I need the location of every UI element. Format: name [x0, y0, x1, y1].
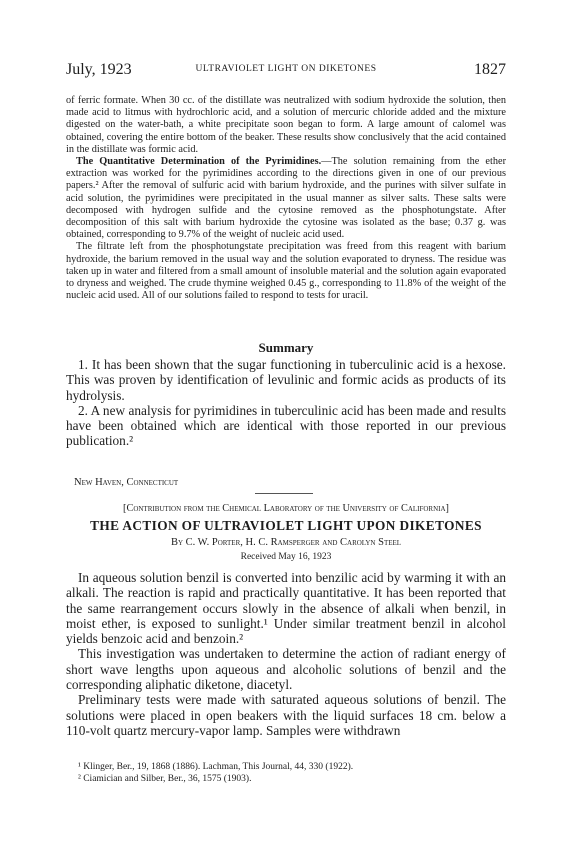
- page-number: 1827: [474, 61, 506, 78]
- continued-text: [66, 95, 506, 302]
- article-paragraph-1: In aqueous solution benzil is converted into benzilic acid by warming it with an alkali. The reaction is rapid and practically quantitative. It has been reported that the same rearrangement occurs slowly in the absence of alkali when benzil, in moist ether, is exposed to sunlight.¹ Under similar treatment benzil in alcohol yields benzoic acid and benzoin.²: [66, 570, 506, 647]
- received-date: Received May 16, 1923: [240, 552, 332, 562]
- section-heading-pyrimidines: The Quantitative Determination of the Pyrimidines.: [76, 156, 322, 168]
- article-paragraph-2: This investigation was undertaken to determine the action of radiant energy of short wave lengths upon aqueous and alcoholic solutions of benzil and the corresponding aliphatic diketone, diacetyl.: [66, 646, 506, 693]
- article-paragraph-3: Preliminary tests were made with saturated aqueous solutions of benzil. The solutions were placed in open beakers with the liquid surfaces 18 cm. below a 110-volt quartz mercury-vapor lamp. Samples were withdrawn: [66, 692, 506, 738]
- running-title: ULTRAVIOLET LIGHT ON DIKETONES: [195, 64, 377, 74]
- contribution-line: [Contribution from the Chemical Laboratory of the University of California]: [123, 503, 449, 514]
- paragraph-filtrate: The filtrate left from the phosphotungstate precipitation was freed from this reagent with barium hydroxide, the barium removed in the usual way and the solution evaporated to dryness. The residue was taken up in water and filtered from a small amount of insoluble material and the solution again evaporated to dryness and weighed. The crude thymine weighed 0.45 g., corresponding to 11.8% of the weight of the nucleic acid used. All of our solutions failed to respond to tests for uracil.: [66, 241, 506, 302]
- summary-item-1: 1. It has been shown that the sugar functioning in tuberculinic acid is a hexose. This was proven by identification of levulinic and formic acids as products of its hydrolysis.: [66, 357, 506, 403]
- footnote-2: ² Ciamician and Silber, Ber., 36, 1575 (1903).: [78, 773, 252, 784]
- section-divider: [255, 493, 313, 494]
- running-header: [66, 61, 506, 79]
- paragraph-pyrimidines: [66, 156, 506, 241]
- summary-item-2: 2. A new analysis for pyrimidines in tuberculinic acid has been made and results have been obtained which are identical with those reported in our previous publication.²: [66, 402, 506, 449]
- article-title: THE ACTION OF ULTRAVIOLET LIGHT UPON DIKETONES: [90, 518, 482, 533]
- author-location: New Haven, Connecticut: [74, 477, 179, 488]
- pyrimidines-body: —The solution remaining from the ether extraction was worked for the pyrimidines according to the directions given in one of our previous papers.² After the removal of sulfuric acid with barium hydroxide, and the purines with silver sulfate in acid solution, the pyrimidines were precipitated in the usual manner as silver salts. These salts were decomposed with hydrogen sulfide and the cytosine removed as the phosphotungstate. After decomposition of this salt with barium hydroxide the cytosine was isolated as the base; 0.37 g. was obtained, corresponding to 9.7% of the weight of nucleic acid used.: [66, 156, 506, 241]
- summary-body: [66, 357, 506, 449]
- footnote-1: ¹ Klinger, Ber., 19, 1868 (1886). Lachman, This Journal, 44, 330 (1922).: [78, 762, 354, 772]
- footnotes: [66, 762, 506, 785]
- article-authors: By C. W. Porter, H. C. Ramsperger and Carolyn Steel: [170, 537, 402, 548]
- paragraph-ferric-formate: of ferric formate. When 30 cc. of the distillate was neutralized with sodium hydroxide the solution, then made acid to litmus with hydrochloric acid, and a solution of mercuric chloride added and the mixture digested on the water-bath, a white precipitate soon began to form. A large amount of calomel was obtained, covering the entire bottom of the beaker. These results show conclusively that the acid contained in the distillate was formic acid.: [66, 95, 506, 155]
- article-body: [66, 570, 506, 738]
- summary-heading: Summary: [258, 340, 314, 355]
- issue-date: July, 1923: [66, 61, 132, 78]
